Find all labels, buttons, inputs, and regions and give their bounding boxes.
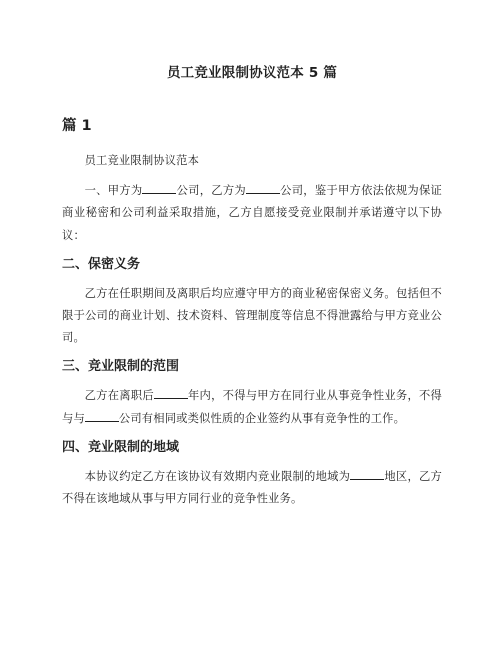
blank-field [246, 182, 280, 194]
intro-text-b: 公司，乙方为 [176, 184, 246, 198]
section-heading-region: 四、竞业限制的地域 [62, 439, 180, 455]
intro-text-a: 一、甲方为 [84, 184, 143, 198]
intro-title: 员工竞业限制协议范本 [84, 154, 200, 167]
part-heading: 篇 1 [62, 118, 92, 134]
section-text-confidentiality: 乙方在任职期间及离职后均应遵守甲方的商业秘密保密义务。包括但不限于公司的商业计划、技术资料、管理制度等信息不得泄露给与甲方竞业公司。 [62, 286, 442, 345]
section-text-region [62, 466, 442, 510]
blank-field [350, 468, 384, 480]
blank-field [85, 410, 119, 422]
section-text-scope [62, 385, 442, 429]
region-text-a: 本协议约定乙方在该协议有效期内竞业限制的地域为 [84, 469, 351, 483]
section-heading-scope: 三、竞业限制的范围 [62, 359, 180, 375]
scope-text-a: 乙方在离职后 [84, 389, 154, 403]
intro-text-c: 公司，鉴于甲方依法依规为保证商业秘密和公司利益采取措施，乙方自愿接受竞业限制并承诺遵守以下协议： [62, 184, 442, 242]
document-title: 员工竞业限制协议范本 5 篇 [166, 65, 338, 81]
blank-field [154, 387, 188, 399]
intro-paragraph [62, 180, 442, 247]
blank-field [142, 182, 176, 194]
section-heading-confidentiality: 二、保密义务 [62, 256, 141, 272]
scope-text-b: 年内，不得与甲方在同行业从事竞争性业务，不得与与 [62, 389, 442, 425]
scope-text-c: 公司有相同或类似性质的企业签约从事有竞争性的工作。 [118, 411, 406, 425]
region-text-b: 地区，乙方不得在该地域从事与甲方同行业的竞争性业务。 [62, 469, 442, 506]
